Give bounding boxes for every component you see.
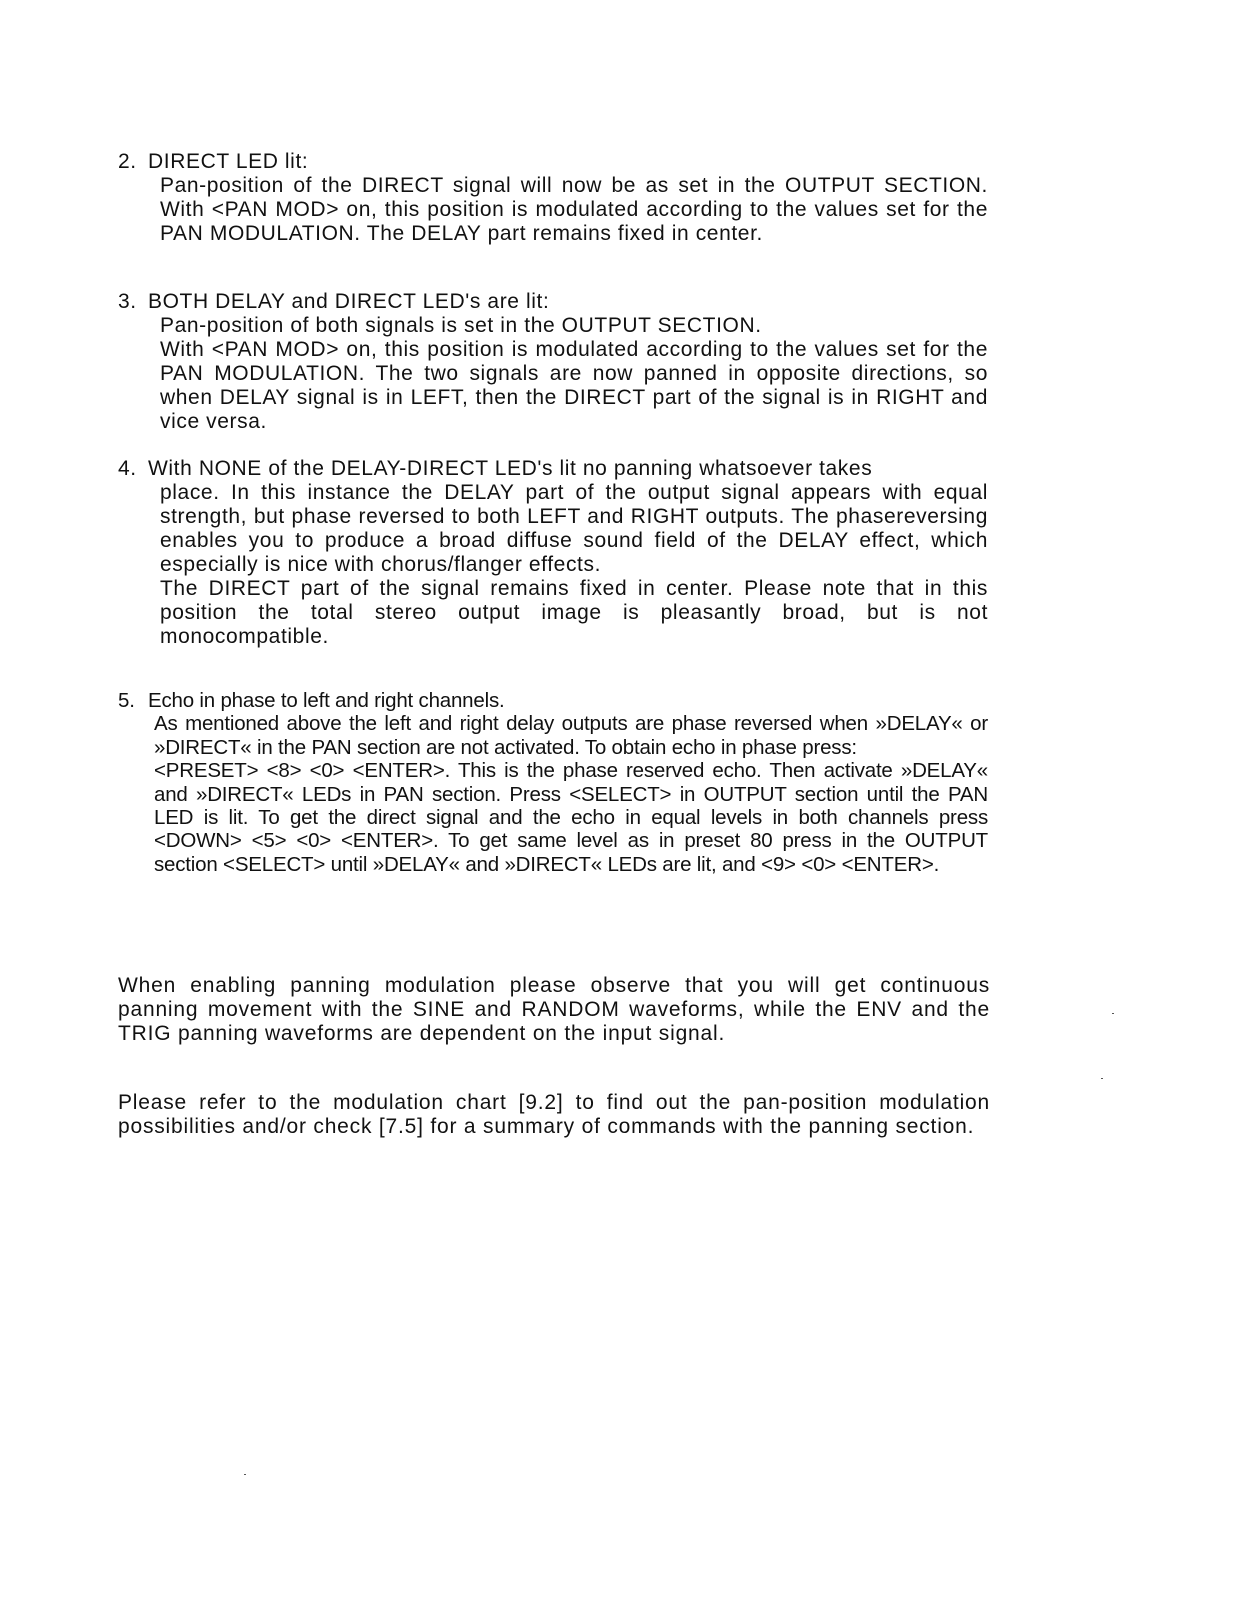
scan-speck bbox=[244, 1474, 246, 1475]
list-item-number: 3. bbox=[118, 290, 137, 313]
list-item-paragraph: The DIRECT part of the signal remains fixed in center. Please note that in this position the total stereo output image is pleasantly broad, but is not monocompatible. bbox=[160, 577, 988, 648]
list-item-number: 5. bbox=[118, 689, 135, 712]
list-item-body bbox=[154, 712, 988, 876]
list-item-body bbox=[160, 314, 988, 434]
list-item-paragraph: Pan-position of the DIRECT signal will now be as set in the OUTPUT SECTION. With <PAN MOD> on, this position is modulated according to the values set for the PAN MODULATION. The DELAY part remains fixed in center. bbox=[160, 174, 988, 245]
list-item-body bbox=[160, 481, 988, 649]
scan-speck bbox=[1101, 1078, 1103, 1079]
list-item-heading: With NONE of the DELAY-DIRECT LED's lit no panning whatsoever takes bbox=[148, 457, 873, 480]
list-item-title bbox=[118, 457, 988, 481]
list-item-heading: DIRECT LED lit: bbox=[148, 150, 309, 173]
list-item-body bbox=[160, 174, 988, 246]
list-item-title bbox=[118, 689, 988, 712]
list-item-paragraph: place. In this instance the DELAY part of the output signal appears with equal strength, but phase reversed to both LEFT and RIGHT outputs. The phasereversing enables you to produce a broad diffuse sound field of the DELAY effect, which especially is nice with chorus/flanger effects. bbox=[160, 481, 988, 576]
list-item-paragraph: As mentioned above the left and right delay outputs are phase reversed when »DELAY« or »DIRECT« in the PAN section are not activated. To obtain echo in phase press: bbox=[154, 712, 988, 759]
list-item-heading: BOTH DELAY and DIRECT LED's are lit: bbox=[148, 290, 550, 313]
body-paragraph: Please refer to the modulation chart [9.2] to find out the pan-position modulation possibilities and/or check [7.5] for a summary of commands with the panning section. bbox=[118, 1091, 990, 1138]
scan-speck bbox=[1112, 1013, 1114, 1014]
list-item-title bbox=[118, 150, 988, 174]
list-item-paragraph: With <PAN MOD> on, this position is modulated according to the values set for the PAN MODULATION. The two signals are now panned in opposite directions, so when DELAY signal is in LEFT, then the DIRECT part of the signal is in RIGHT and vice versa. bbox=[160, 338, 988, 433]
list-item-5 bbox=[118, 689, 988, 876]
list-item-paragraph: <PRESET> <8> <0> <ENTER>. This is the phase reserved echo. Then activate »DELAY« and »DIRECT« LEDs in PAN section. Press <SELECT> in OUTPUT section until the PAN LED is lit. To get the direct signal and the echo in equal levels in both channels press <DOWN> <5> <0> <ENTER>. To get same level as in preset 80 press in the OUTPUT section <SELECT> until »DELAY« and »DIRECT« LEDs are lit, and <9> <0> <ENTER>. bbox=[154, 759, 988, 876]
list-item-heading: Echo in phase to left and right channels. bbox=[148, 689, 505, 712]
list-item-paragraph: Pan-position of both signals is set in the OUTPUT SECTION. bbox=[160, 314, 762, 337]
body-paragraph: When enabling panning modulation please observe that you will get continuous panning movement with the SINE and RANDOM waveforms, while the ENV and the TRIG panning waveforms are dependent on the input signal. bbox=[118, 974, 990, 1045]
list-item-2 bbox=[118, 150, 988, 246]
list-item-title bbox=[118, 290, 988, 314]
list-item-3 bbox=[118, 290, 988, 434]
list-item-4 bbox=[118, 457, 988, 649]
list-item-number: 2. bbox=[118, 150, 137, 173]
list-item-number: 4. bbox=[118, 457, 137, 480]
